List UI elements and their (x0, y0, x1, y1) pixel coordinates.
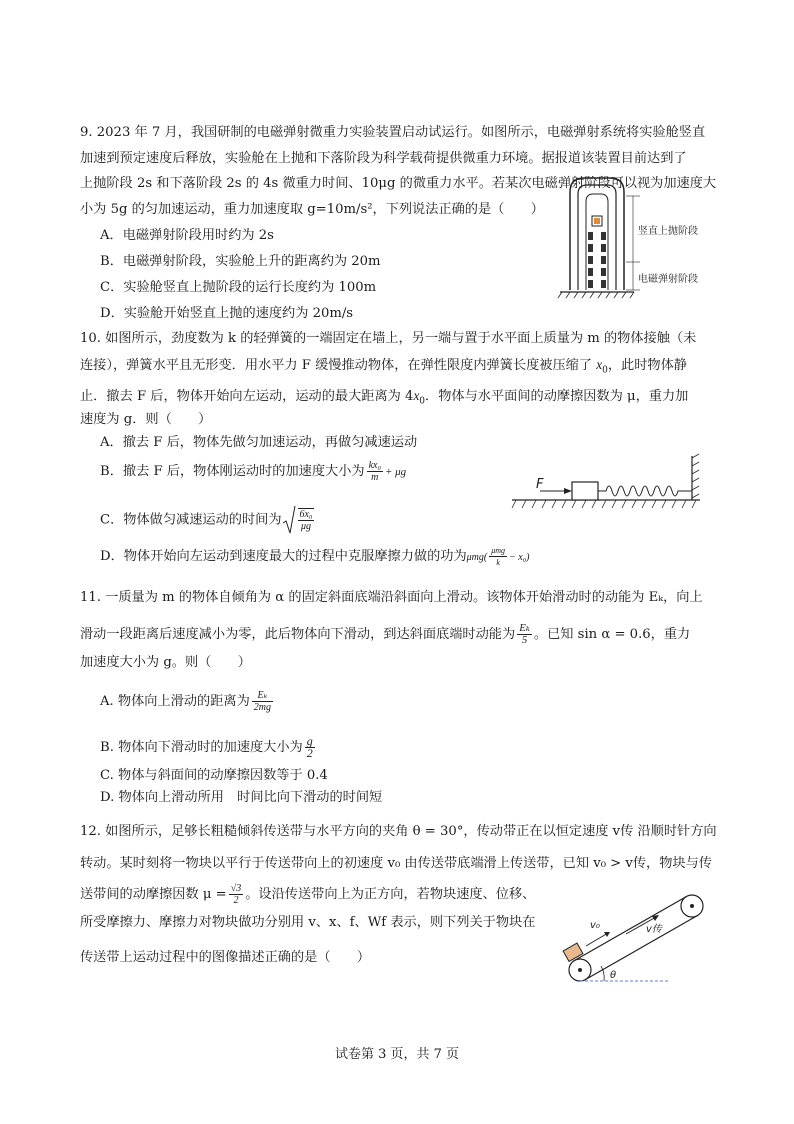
q12-text-line-2: 转动。某时刻将一物块以平行于传送带向上的初速度 v₀ 由传送带底端滑上传送带，已知 v₀ > v传，物块与传 (80, 856, 712, 871)
q9-text-line-3: 上抛阶段 2s 和下落阶段 2s 的 4s 微重力时间、10μg 的微重力水平。若某次电磁弹射阶段可以视为加速度大 (80, 176, 717, 191)
q10-d-fraction (489, 545, 507, 568)
q11-a-den: 2mg (253, 702, 272, 713)
q10-b-den: m (371, 472, 379, 483)
q10-d-expr-a: μmg( (466, 552, 488, 563)
q11-b-fraction (305, 736, 315, 759)
q10-l2-a: 连接），弹簧水平且无形变．用水平力 F 缓慢推动物体，在弹性限度内弹簧长度被压缩了 (80, 358, 597, 373)
q11-b-den: 2 (306, 746, 313, 760)
q12-mu-num: √3 (230, 883, 242, 894)
q9-text-line-1: 9. 2023 年 7 月，我国研制的电磁弹射微重力实验装置启动试运行。如图所示，电磁弹射系统将实验舱竖直 (80, 125, 706, 140)
q12-text-line-1: 12. 如图所示，足够长粗糙倾斜传送带与水平方向的夹角 θ = 30°，传动带正在以恒定速度 v传 沿顺时针方向 (80, 824, 717, 839)
q9-option-c: C．实验舱竖直上抛阶段的运行长度约为 100m (100, 280, 377, 295)
q10-option-b (100, 460, 406, 483)
q11-b-num: g (306, 734, 313, 748)
q12-text-line-3 (80, 883, 535, 906)
q9-option-a: A．电磁弹射阶段用时约为 2s (100, 228, 274, 243)
q10-l2-b: ，此时物体静 (607, 358, 687, 373)
q11-a-pre: A. 物体向上滑动的距离为 (100, 694, 250, 709)
q10-d-num: μmg (491, 546, 506, 555)
q10-option-a: A．撤去 F 后，物体先做匀加速运动，再做匀减速运动 (100, 435, 418, 450)
q11-l2-a: 滑动一段距离后速度减小为零，此后物体向下滑动，到达斜面底端时动能为 (80, 627, 516, 642)
q11-text-line-1: 11. 一质量为 m 的物体自倾角为 α 的固定斜面底端沿斜面向上滑动。该物体开始滑动时的动能为 Eₖ，向上 (80, 590, 703, 605)
q11-l2-b: 。已知 sin α = 0.6，重力 (533, 627, 691, 642)
q11-l2-fraction (517, 623, 532, 646)
q10-b-num: kx₀ (368, 460, 381, 471)
q11-text-line-3: 加速度大小为 g。则（ ） (80, 655, 251, 670)
q10-l3-a: 止．撤去 F 后，物体开始向左运动，运动的最大距离为 4 (80, 389, 414, 404)
page-footer: 试卷第 3 页，共 7 页 (334, 1047, 460, 1062)
q9-option-d: D．实验舱开始竖直上抛的速度约为 20m/s (100, 306, 354, 321)
q12-conveyor-figure (560, 862, 720, 988)
q9-option-b: B．电磁弹射阶段，实验舱上升的距离约为 20m (100, 254, 381, 269)
q10-b-fraction (367, 460, 383, 483)
q12-fig-theta: θ (610, 970, 617, 981)
q9-text-line-2: 加速到预定速度后释放，实验舱在上抛和下落阶段为科学载荷提供微重力环境。据报道该装置目前达到了 (80, 151, 687, 166)
q10-text-line-3 (80, 387, 688, 411)
q10-c-num: 6x₀ (299, 509, 313, 520)
q10-x0-sub-b: 0 (419, 396, 426, 407)
q10-c-den: μg (300, 521, 311, 532)
q11-a-fraction (252, 690, 273, 713)
q12-text-line-5: 传送带上运动过程中的图像描述正确的是（ ） (80, 950, 371, 965)
q10-c-pre: C．物体做匀减速运动的时间为 (100, 512, 282, 528)
q11-option-c: C. 物体与斜面间的动摩擦因数等于 0.4 (100, 768, 328, 783)
q10-b-pre: B．撤去 F 后，物体刚运动时的加速度大小为 (100, 464, 365, 479)
q10-x0: x (596, 357, 603, 372)
q12-mu-fraction (229, 883, 244, 906)
q10-d-den: k (496, 558, 500, 567)
q10-text-line-4: 速度为 g．则（ ） (80, 412, 212, 427)
q10-text-line-1: 10. 如图所示，劲度数为 k 的轻弹簧的一端固定在墙上，另一端与置于水平面上质量为 m 的物体接触（未 (80, 331, 697, 346)
q10-fig-force-label: F (536, 477, 544, 492)
q12-mu-den: 2 (233, 895, 239, 906)
q10-l3-b: ．物体与水平面间的动摩擦因数为 μ，重力加 (425, 389, 689, 404)
q12-fig-v0: v₀ (590, 920, 600, 931)
q10-x0-b: x (413, 388, 420, 403)
q10-text-line-2 (80, 356, 687, 380)
q12-text-line-4: 所受摩擦力、摩擦力对物块做功分别用 v、x、f、Wf 表示，则下列关于物块在 (80, 915, 536, 930)
q10-d-pre: D．物体开始向左运动到速度最大的过程中克服摩擦力做的功为 (100, 549, 467, 564)
q10-x0-sub: 0 (602, 365, 608, 376)
q9-text-line-4: 小为 5g 的匀加速运动，重力加速度取 g=10m/s²，下列说法正确的是（ ） (80, 202, 544, 217)
q11-option-a (100, 690, 275, 713)
q10-d-expr-b: − x₀) (509, 552, 530, 563)
q12-fig-v: v传 (646, 924, 662, 935)
q9-fig-label-launch: 电磁弹射阶段 (638, 274, 698, 285)
q11-b-pre: B. 物体向下滑动时的加速度大小为 (100, 740, 303, 755)
q11-a-num: Eₖ (252, 690, 273, 702)
q11-text-line-2 (80, 623, 690, 646)
q12-l3-a: 送带间的动摩擦因数 μ = (80, 887, 227, 902)
q11-l2-num: Eₖ (519, 622, 530, 634)
q9-fig-label-up: 竖直上抛阶段 (638, 226, 698, 237)
q10-option-d (100, 545, 530, 568)
q9-launcher-figure (552, 172, 712, 302)
q11-option-d: D. 物体向上滑动所用 时间比向下滑动的时间短 (100, 790, 383, 805)
q11-l2-den: 5 (521, 634, 528, 646)
q10-option-c (100, 505, 316, 535)
q10-c-fraction (298, 508, 315, 532)
sqrt-icon (282, 505, 296, 535)
q12-l3-b: 。设沿传送带向上为正方向，若物块速度、位移、 (245, 887, 536, 902)
q10-b-post: + μg (384, 466, 407, 478)
q10-spring-figure (510, 448, 710, 518)
q11-option-b (100, 736, 317, 759)
